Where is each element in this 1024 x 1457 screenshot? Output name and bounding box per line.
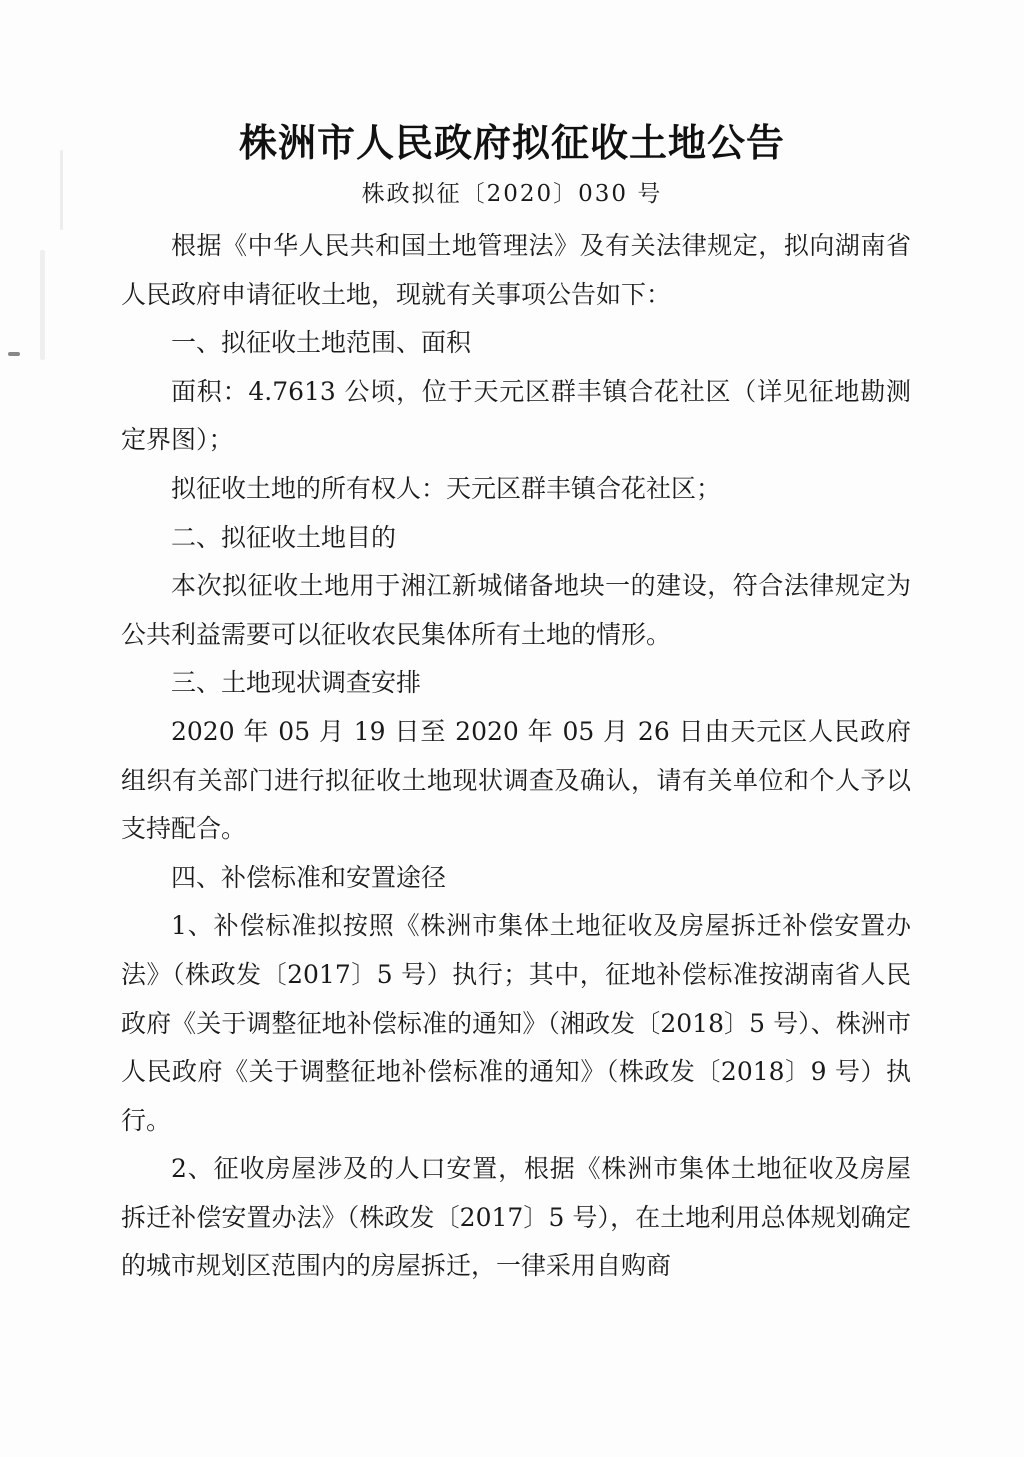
page-title: 株洲市人民政府拟征收土地公告 [238, 121, 785, 165]
section-heading: 三、土地现状调查安排 [171, 668, 422, 698]
paragraph: 2、征收房屋涉及的人口安置，根据《株洲市集体土地征收及房屋拆迁补偿安置办法》（株政发〔2017〕5 号），在土地利用总体规划确定的城市规划区范围内的房屋拆迁，一律采用自购商 [121, 1154, 911, 1281]
paragraph: 2020 年 05 月 19 日至 2020 年 05 月 26 日由天元区人民政府组织有关部门进行拟征收土地现状调查及确认，请有关单位和个人予以支持配合。 [121, 716, 911, 844]
paragraph: 面积：4.7613 公顷，位于天元区群丰镇合花社区（详见征地勘测定界图）； [121, 376, 911, 455]
paragraph: 根据《中华人民共和国土地管理法》及有关法律规定，拟向湖南省人民政府申请征收土地，现就有关事项公告如下： [121, 231, 911, 309]
paragraph: 拟征收土地的所有权人：天元区群丰镇合花社区； [171, 473, 722, 503]
scan-mark [40, 250, 45, 360]
scan-mark [8, 352, 20, 356]
document-number: 株政拟征〔2020〕030 号 [361, 181, 663, 207]
paragraph: 1、补偿标准拟按照《株洲市集体土地征收及房屋拆迁补偿安置办法》（株政发〔2017〕5 号）执行；其中，征地补偿标准按湖南省人民政府《关于调整征地补偿标准的通知》（湘政发〔2018〕5 号）、株洲市人民政府《关于调整征地补偿标准的通知》（株政发〔2018〕9 号）执行。 [121, 911, 911, 1135]
section-heading: 一、拟征收土地范围、面积 [171, 328, 472, 358]
paragraph: 本次拟征收土地用于湘江新城储备地块一的建设，符合法律规定为公共利益需要可以征收农民集体所有土地的情形。 [121, 571, 911, 649]
section-heading: 二、拟征收土地目的 [171, 522, 397, 552]
document-body [121, 222, 911, 1291]
section-heading: 四、补偿标准和安置途径 [171, 862, 447, 892]
